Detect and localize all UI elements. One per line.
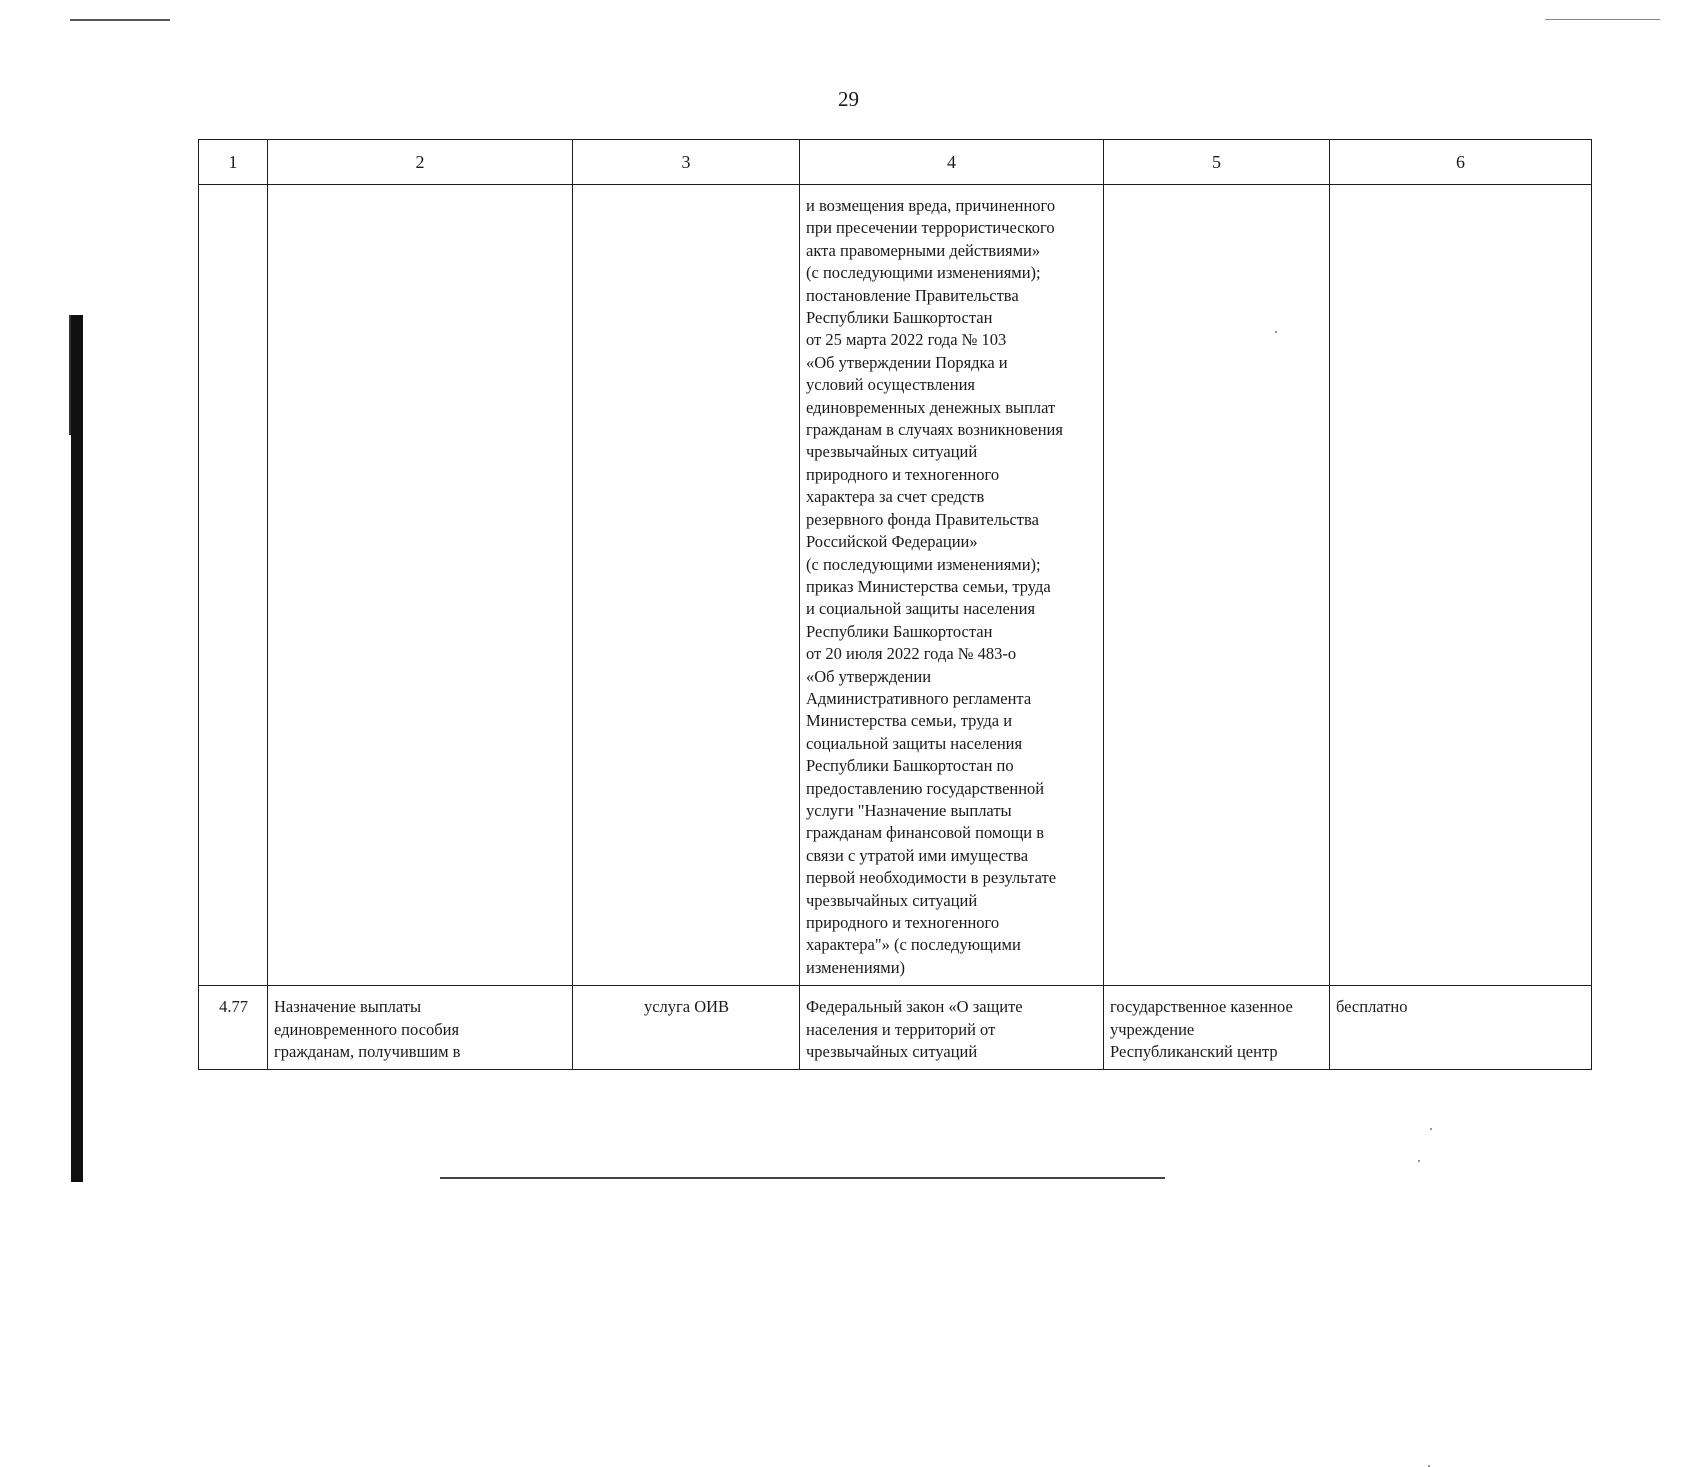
service-type-cell: услуга ОИВ (573, 986, 800, 1070)
service-type-cell (573, 185, 800, 986)
legal-basis-cell: Федеральный закон «О защите населения и территорий от чрезвычайных ситуаций (800, 986, 1104, 1070)
header-cell-2: 2 (268, 140, 573, 185)
scan-speck (1418, 1160, 1420, 1162)
header-cell-1: 1 (199, 140, 268, 185)
legal-basis-cell: и возмещения вреда, причиненного при пресечении террористического акта правомерными действиями» (с последующими изменениями); постановление Правительства Республики Башкортостан от 25 марта 2022 года № 103 «Об утверждении Порядка и условий осуществления единовременных денежных выплат гражданам в случаях возникновения чрезвычайных ситуаций природного и техногенного характера за счет средств резервного фонда Правительства Российской Федерации» (с последующими изменениями); приказ Министерства семьи, труда и социальной защиты населения Республики Башкортостан от 20 июля 2022 года № 483-о «Об утверждении Административного регламента Министерства семьи, труда и социальной защиты населения Республики Башкортостан по предоставлению государственной услуги "Назначение выплаты гражданам финансовой помощи в связи с утратой ими имущества первой необходимости в результате чрезвычайных ситуаций природного и техногенного характера"» (с последующими изменениями) (800, 185, 1104, 986)
scan-artifact-top-right (1545, 19, 1660, 20)
provider-cell (1104, 185, 1330, 986)
scan-speck (1430, 1128, 1432, 1130)
table-header-row (199, 140, 1592, 185)
scan-artifact-top-left (70, 19, 170, 21)
binding-edge (71, 315, 83, 1182)
header-cell-5: 5 (1104, 140, 1330, 185)
table-row (199, 986, 1592, 1070)
header-cell-6: 6 (1330, 140, 1592, 185)
service-name-cell (268, 185, 573, 986)
fee-cell: бесплатно (1330, 986, 1592, 1070)
service-name-cell: Назначение выплаты единовременного пособия гражданам, получившим в (268, 986, 573, 1070)
page-number: 29 (838, 87, 859, 111)
header-cell-4: 4 (800, 140, 1104, 185)
scan-artifact-bottom (440, 1177, 1165, 1179)
table-row (199, 185, 1592, 986)
fee-cell (1330, 185, 1592, 986)
services-table (198, 139, 1592, 1070)
row-number-cell (199, 185, 268, 986)
header-cell-3: 3 (573, 140, 800, 185)
provider-cell: государственное казенное учреждение Республиканский центр (1104, 986, 1330, 1070)
row-number-cell: 4.77 (199, 986, 268, 1070)
